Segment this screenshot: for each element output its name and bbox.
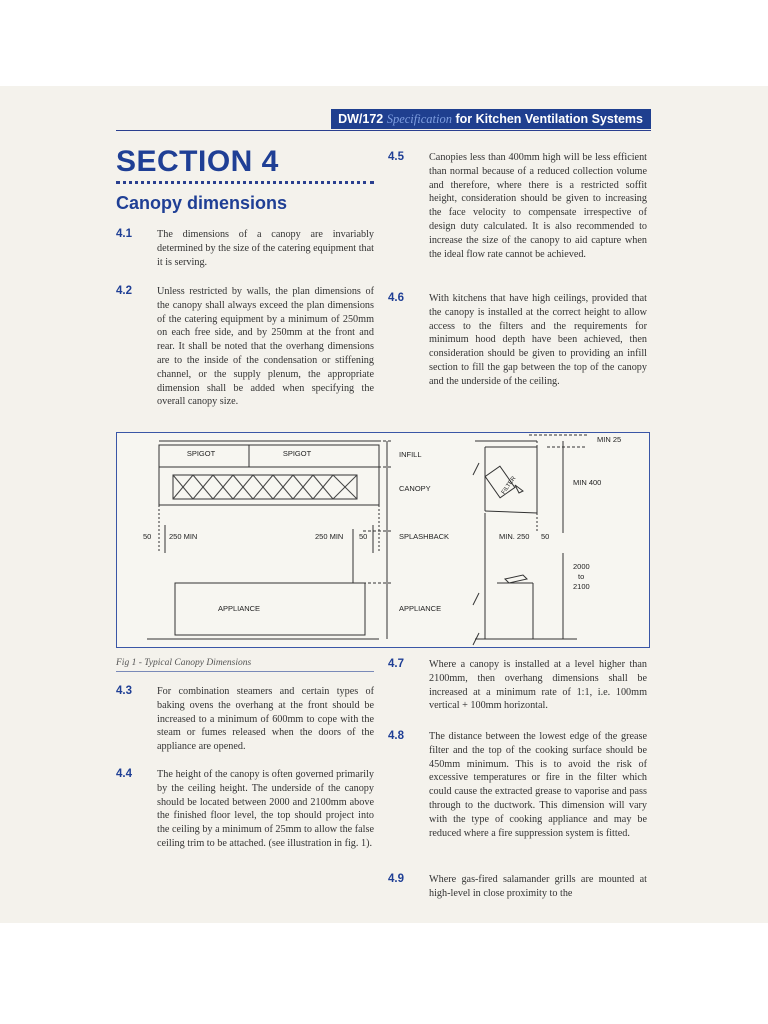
header-rule (116, 130, 651, 131)
dotted-divider (116, 181, 374, 184)
para-4-3-text: For combination steamers and certain types of baking ovens the overhang at the front should be increased to a minimum of 600mm to cope with the steam or fumes released when the doors of the appliance are opened. (157, 686, 374, 753)
hatch-1 (473, 463, 479, 475)
para-4-1-number: 4.1 (116, 228, 132, 240)
label-filter: FILTER (500, 475, 518, 496)
label-dim-250-min-right: 250 MIN (315, 532, 344, 541)
label-min-400: MIN 400 (573, 478, 602, 487)
para-4-4-text: The height of the canopy is often governed primarily by the ceiling height. The underside of the canopy should be located between 2000 and 2100mm above the finished floor level, the top should project into the ceiling by a minimum of 25mm to allow the false ceiling trim to be attached. (see illustration in fig. 1). (157, 769, 374, 849)
para-4-3-number: 4.3 (116, 685, 132, 697)
para-4-9-text: Where gas-fired salamander grills are mounted at high-level in close proximity to the (429, 874, 647, 899)
appliance-front (175, 583, 365, 635)
label-spigot-right: SPIGOT (282, 449, 312, 458)
header-title: for Kitchen Ventilation Systems (455, 112, 643, 126)
label-height-to: to (578, 572, 585, 581)
header-spec-word: Specification (386, 112, 452, 126)
para-4-4-number: 4.4 (116, 768, 132, 780)
label-dim-250-min-left: 250 MIN (169, 532, 198, 541)
label-splashback: SPLASHBACK (399, 532, 450, 541)
para-4-8-number: 4.8 (388, 730, 404, 742)
hatch-2 (473, 593, 479, 605)
label-min-25: MIN 25 (597, 435, 622, 444)
label-min-250: MIN. 250 (499, 532, 530, 541)
para-4-7-text: Where a canopy is installed at a level higher than 2100mm, then overhang dimensions shall be increased at a minimum rate of 1:1, i.e. 100mm vertical + 100mm horizontal. (429, 659, 647, 712)
label-dim-50-right: 50 (359, 532, 368, 541)
para-4-7-number: 4.7 (388, 658, 404, 670)
section-title: SECTION 4 (116, 145, 279, 178)
figure-caption: Fig 1 - Typical Canopy Dimensions (116, 658, 252, 668)
label-height-2100: 2100 (573, 582, 590, 591)
para-4-2-number: 4.2 (116, 285, 132, 297)
side-canopy-bottom (485, 511, 537, 513)
label-infill: INFILL (399, 450, 422, 459)
airflow-arrow (515, 485, 523, 493)
para-4-2-text: Unless restricted by walls, the plan dimensions of the canopy shall always exceed the plan dimensions of the catering equipment by a minimum of 250mm on each free side, and by 250mm at the front and rear. It shall be noted that the overhang dimensions are to the inside of the condensation or stiffening channel, or the supply plenum, the appropriate dimension shall be added when specifying the overall canopy size. (157, 286, 374, 408)
document-header (331, 109, 651, 129)
header-doc-ref: DW/172 (338, 112, 384, 126)
label-appliance-front: APPLIANCE (217, 604, 261, 613)
label-spigot-left: SPIGOT (186, 449, 216, 458)
label-appliance-side: APPLIANCE (399, 604, 442, 613)
filter-crosses (173, 475, 357, 499)
para-4-6-text: With kitchens that have high ceilings, provided that the canopy is installed at the correct height to allow access to the filters and the requirements for minimum hood depth have been achieved, then consideration should be given to providing an infill section to fill the gap between the top of the canopy and the underside of the ceiling. (429, 293, 647, 387)
para-4-5-number: 4.5 (388, 151, 404, 163)
section-subtitle: Canopy dimensions (116, 193, 288, 213)
canopy-dimensions-figure (116, 432, 650, 648)
canopy-diagram (117, 433, 651, 649)
para-4-5-text: Canopies less than 400mm high will be less efficient than normal because of a reduced collection volume and therefore, where there is a restricted soffit height, consideration should be given to increasing the face velocity to compensate irrespective of design duty calculated. It is also recommended to increase the size of the canopy to aid capture when the ideal flow rate cannot be achieved. (429, 152, 647, 260)
para-4-9-number: 4.9 (388, 873, 404, 885)
caption-rule (116, 671, 374, 672)
label-height-2000: 2000 (573, 562, 590, 571)
label-canopy: CANOPY (399, 484, 431, 493)
label-dim-50-left: 50 (143, 532, 152, 541)
label-dim-50-side: 50 (541, 532, 550, 541)
side-pan (505, 575, 527, 583)
para-4-6-number: 4.6 (388, 292, 404, 304)
para-4-8-text: The distance between the lowest edge of the grease filter and the top of the cooking surface should be 450mm minimum. This is to avoid the risk of excessive temperatures or fire in the filter which could cause the extracted grease to vaporise and pass through to the ductwork. This dimension will vary with the type of cooking appliance and may be reduced where a fire suppression system is fitted. (429, 731, 647, 839)
para-4-1-text: The dimensions of a canopy are invariably determined by the size of the catering equipment that it is serving. (157, 229, 374, 268)
